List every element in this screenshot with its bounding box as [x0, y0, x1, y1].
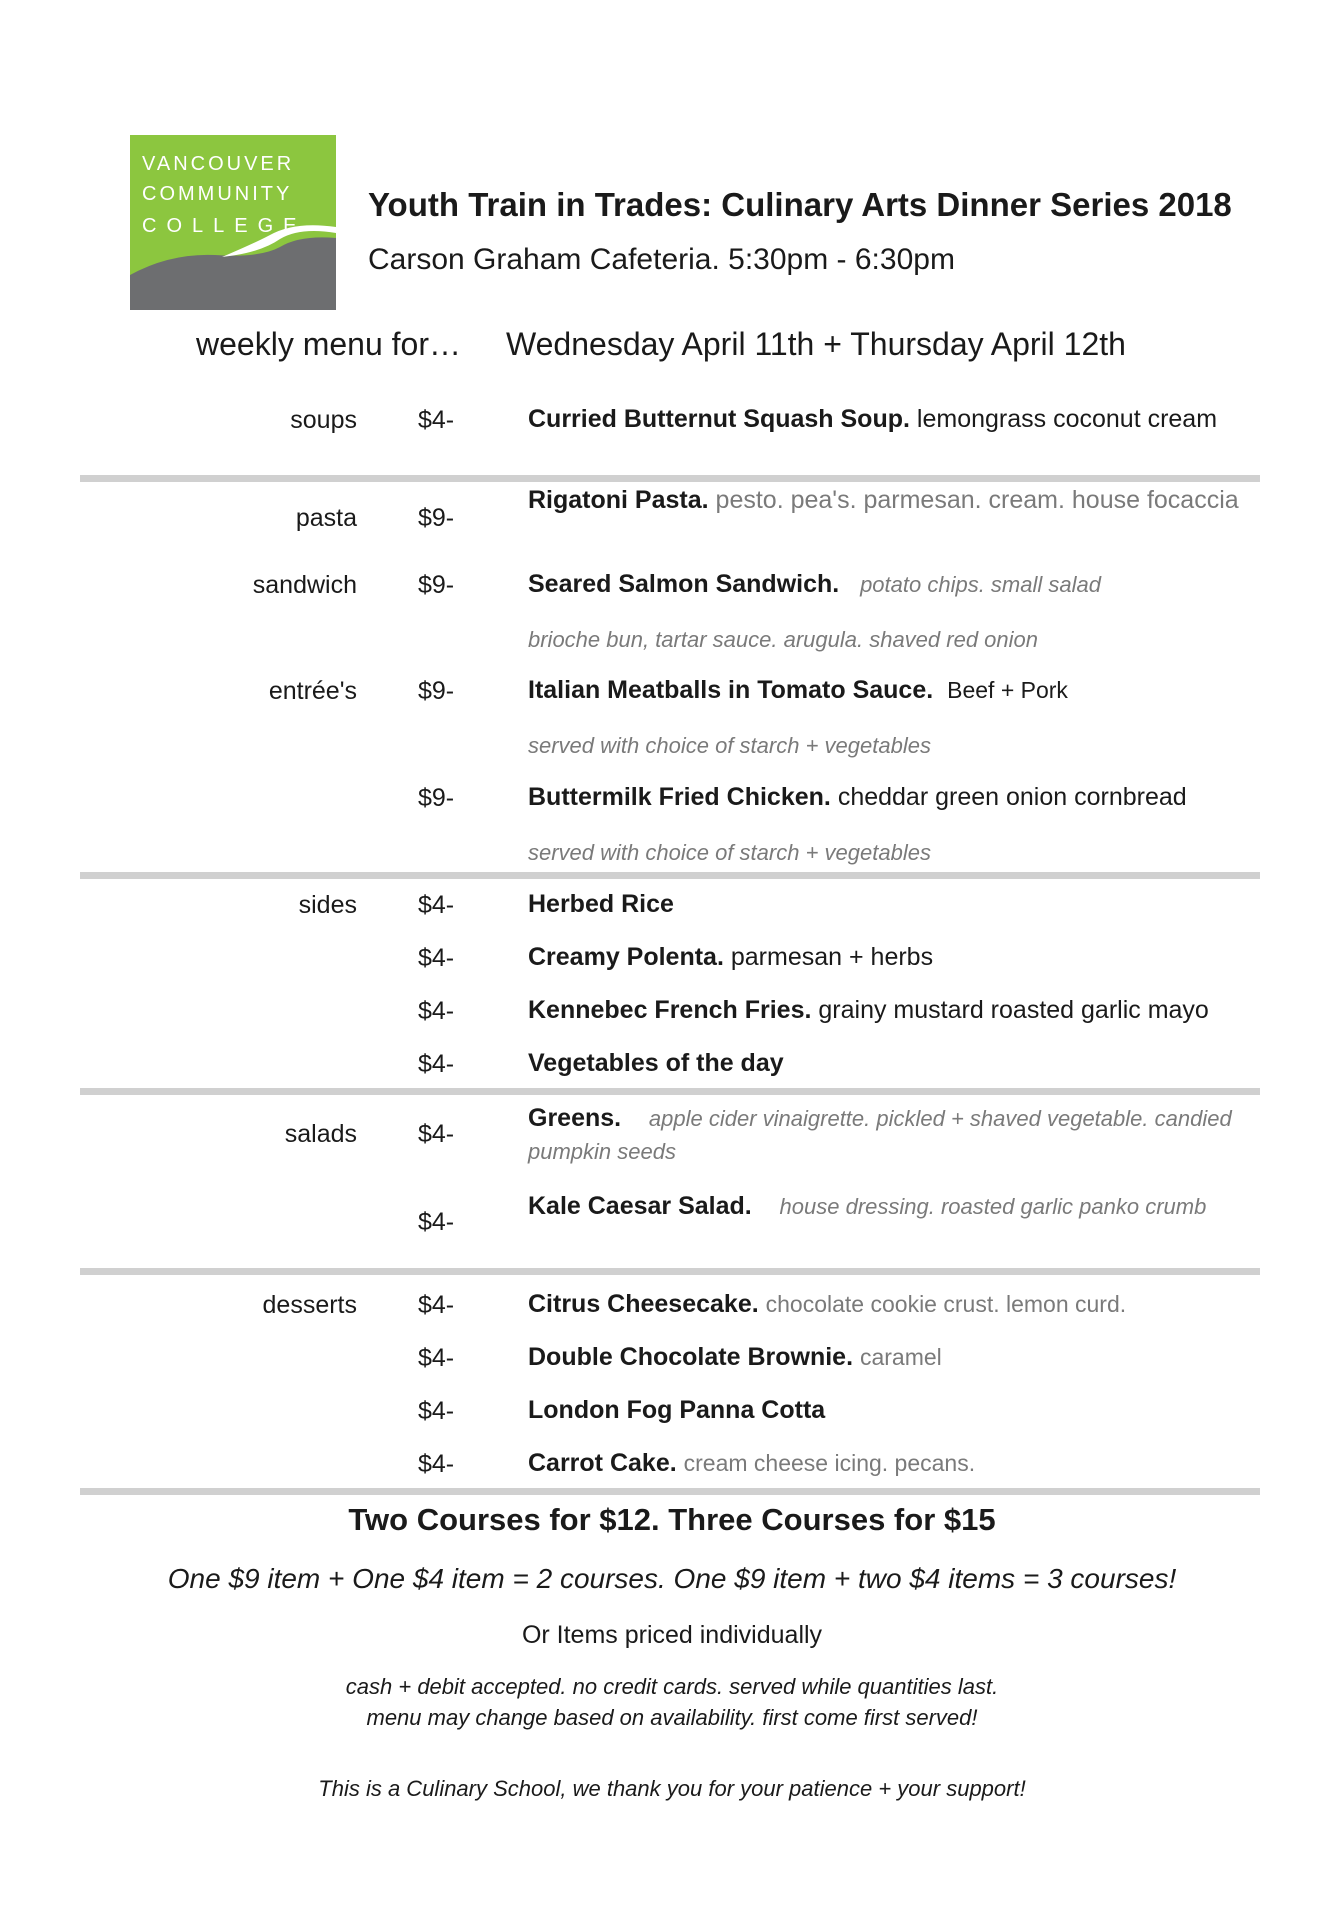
menu-item — [528, 1102, 1248, 1168]
section-divider — [80, 475, 1260, 482]
item-name: Carrot Cake. — [528, 1449, 677, 1477]
category-desserts: desserts — [262, 1291, 357, 1319]
menu-item — [528, 780, 1248, 814]
item-desc: parmesan + herbs — [730, 943, 934, 971]
item-desc: cream cheese icing. pecans. — [683, 1450, 976, 1476]
logo-line-3: COLLEGE — [142, 215, 307, 237]
location-time: Carson Graham Cafeteria. 5:30pm - 6:30pm — [368, 243, 955, 276]
item-name: London Fog Panna Cotta — [528, 1396, 826, 1424]
item-desc: Beef + Pork — [947, 677, 1068, 703]
item-desc: caramel — [859, 1344, 942, 1370]
promo-headline: Two Courses for $12. Three Courses for $15 — [348, 1502, 996, 1537]
item-note: served with choice of starch + vegetables — [528, 840, 931, 865]
section-divider — [80, 1488, 1260, 1495]
item-name: Kennebec French Fries. — [528, 996, 812, 1024]
item-note: served with choice of starch + vegetables — [528, 733, 931, 758]
item-desc: pesto. pea's. parmesan. cream. house focaccia — [715, 486, 1239, 514]
category-sandwich: sandwich — [252, 571, 357, 599]
vcc-logo — [130, 135, 336, 310]
menu-item — [528, 993, 1248, 1027]
item-desc: house dressing. roasted garlic panko crumb — [779, 1194, 1207, 1219]
category-soups: soups — [290, 406, 357, 434]
price: $9- — [418, 571, 455, 599]
price: $4- — [418, 1050, 455, 1078]
item-desc: cheddar green onion cornbread — [837, 783, 1187, 811]
price: $4- — [418, 891, 455, 919]
thank-you-note: This is a Culinary School, we thank you for your patience + your support! — [318, 1776, 1026, 1801]
menu-item — [528, 567, 1248, 602]
menu-item — [528, 402, 1248, 436]
menu-item — [528, 1340, 1248, 1374]
price: $4- — [418, 406, 455, 434]
item-desc: potato chips. small salad — [860, 572, 1101, 597]
category-sides: sides — [298, 891, 357, 919]
price: $4- — [418, 1344, 455, 1372]
price: $4- — [418, 1291, 455, 1319]
price: $9- — [418, 677, 455, 705]
payment-policy: cash + debit accepted. no credit cards. served while quantities last. — [345, 1674, 999, 1699]
item-note: brioche bun, tartar sauce. arugula. shaved red onion — [528, 627, 1038, 652]
menu-item — [528, 483, 1248, 517]
price: $4- — [418, 997, 455, 1025]
menu-item — [528, 1446, 1248, 1480]
item-desc: chocolate cookie crust. lemon curd. — [765, 1291, 1127, 1317]
price: $9- — [418, 504, 455, 532]
item-name: Citrus Cheesecake. — [528, 1290, 759, 1318]
menu-item — [528, 887, 1248, 921]
logo-line-2: COMMUNITY — [142, 183, 293, 205]
item-name: Vegetables of the day — [528, 1049, 784, 1077]
item-name: Double Chocolate Brownie. — [528, 1343, 854, 1371]
menu-item — [528, 673, 1248, 707]
menu-item — [528, 1393, 1248, 1427]
price: $4- — [418, 1120, 455, 1148]
item-name: Seared Salmon Sandwich. — [528, 570, 840, 598]
item-name: Rigatoni Pasta. — [528, 486, 709, 514]
price: $9- — [418, 784, 455, 812]
item-desc: grainy mustard roasted garlic mayo — [818, 996, 1209, 1024]
menu-item — [528, 1287, 1248, 1321]
section-divider — [80, 872, 1260, 879]
item-name: Buttermilk Fried Chicken. — [528, 783, 831, 811]
price: $4- — [418, 944, 455, 972]
section-divider — [80, 1088, 1260, 1095]
item-name: Curried Butternut Squash Soup. — [528, 405, 910, 433]
item-name: Herbed Rice — [528, 890, 674, 918]
category-entrees: entrée's — [268, 677, 357, 705]
price: $4- — [418, 1450, 455, 1478]
menu-item — [528, 940, 1248, 974]
menu-dates: Wednesday April 11th + Thursday April 12th — [506, 326, 1126, 362]
item-name: Greens. — [528, 1104, 622, 1132]
menu-item — [528, 1046, 1248, 1080]
item-desc: apple cider vinaigrette. pickled + shaved vegetable. candied pumpkin seeds — [528, 1106, 1232, 1164]
category-pasta: pasta — [295, 504, 357, 532]
menu-item — [528, 1190, 1248, 1223]
item-name: Kale Caesar Salad. — [528, 1192, 752, 1220]
individual-pricing-note: Or Items priced individually — [521, 1621, 823, 1649]
page-title: Youth Train in Trades: Culinary Arts Dinner Series 2018 — [368, 186, 1232, 223]
price: $4- — [418, 1397, 455, 1425]
availability-policy: menu may change based on availability. first come first served! — [366, 1705, 978, 1730]
price: $4- — [418, 1208, 455, 1236]
item-name: Creamy Polenta. — [528, 943, 724, 971]
item-name: Italian Meatballs in Tomato Sauce. — [528, 676, 934, 704]
category-salads: salads — [284, 1120, 357, 1148]
section-divider — [80, 1268, 1260, 1275]
weekly-menu-label: weekly menu for… — [196, 326, 461, 362]
logo-line-1: VANCOUVER — [142, 153, 295, 175]
course-combo-note: One $9 item + One $4 item = 2 courses. One $9 item + two $4 items = 3 courses! — [167, 1563, 1177, 1594]
item-desc: lemongrass coconut cream — [916, 405, 1218, 433]
